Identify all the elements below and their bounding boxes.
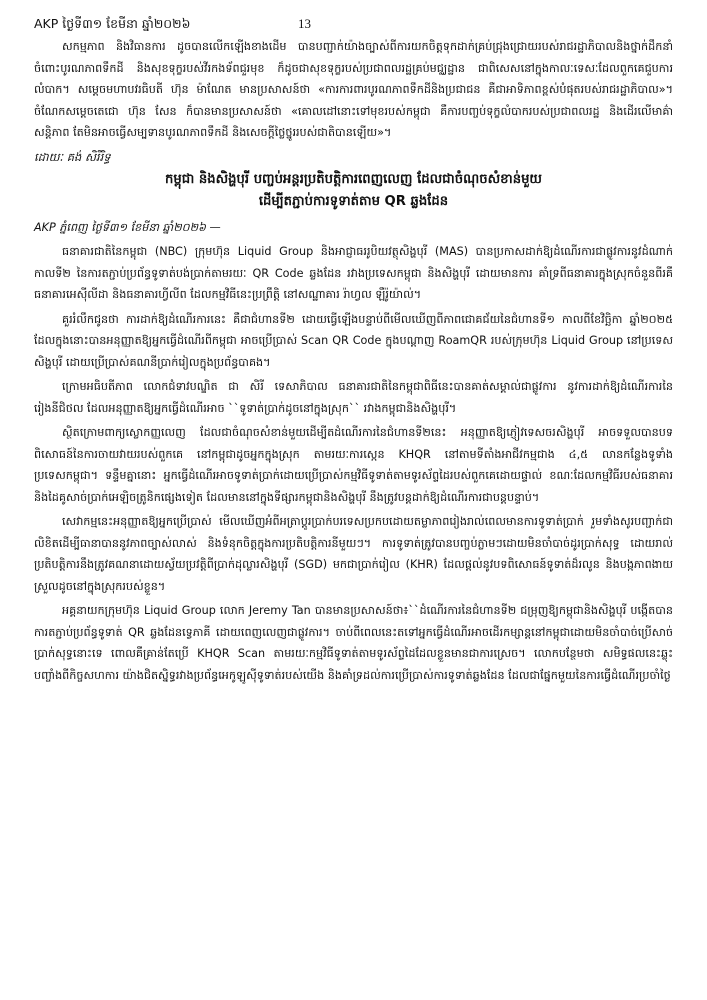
headline-line-1: កម្ពុជា និងសិង្ហបុរី បញ្ចប់អន្តរប្រតិបត្តិការពេញលេញ ដែលជាចំណុចសំខាន់មួយ — [164, 171, 542, 187]
body-paragraph: ស្ថិតក្រោមពាក្យស្លោកញ្ញលេញ ដែលជាចំណុចសំខាន់មួយដើម្បីតដំណើរការនៃជំហានទី២នេះ អនុញ្ញាតឱ្យភ្ញៀវទេសចរសិង្ហបុរី អាចទទួលបានបទពិសោធន៍នៃការចាយវាយរបស់ពួកគេ នៅកម្ពុជាដូចអ្នកក្នុងស្រុក តាមរយៈការស្កេន KHQR នៅតាមទីតាំងអាជីវកម្មជាង ៤,៥ លានកន្លែងទូទាំងប្រទេសកម្ពុជា។ ទន្ទឹមគ្នានោះ អ្នកធ្វើដំណើរអាចទូទាត់ប្រាក់ដោយប្រើប្រាស់កម្មវិធីទូទាត់តាមទូរស័ព្ទដៃរបស់ពួកគេដោយផ្ទាល់ ខណៈដែលកម្មវិធីរបស់ធនាគារ និងដៃគូសាច់ប្រាក់អេឡិចត្រូនិកផ្សេងទៀត ដែលមាននៅក្នុងទីផ្សារកម្ពុជានិងសិង្ហបុរី នឹងត្រូវបន្តដាក់ឱ្យដំណើរការជាបន្តបន្ទាប់។ — [34, 426, 673, 504]
body-paragraph: គួររំលឹកជូនថា ការដាក់ឱ្យដំណើរការនេះ គឺជាជំហានទី២ ដោយធ្វើឡើងបន្ទាប់ពីមើលឃើញពីភាពជោគជ័យនៃជំហានទី១ កាលពីខែវិច្ឆិកា ឆ្នាំ២០២៥ ដែលក្នុងនោះបានអនុញ្ញាតឱ្យអ្នកធ្វើដំណើរពីកម្ពុជា អាចប្រើប្រាស់ Scan QR Code ក្នុងបណ្តាញ RoamQR របស់ក្រុមហ៊ុន Liquid Group នៅប្រទេសសិង្ហបុរី ដោយប្រើប្រាស់គណនីប្រាក់រៀលក្នុងប្រព័ន្ធបាគង។ — [34, 312, 673, 369]
article-headline — [34, 169, 673, 213]
header-date: AKP ថ្ងៃទី៣១ ខែមីនា ឆ្នាំ២០២៦ — [34, 16, 191, 31]
intro-paragraph: សកម្មភាព និងវិធានការ ដូចបានលើកឡើងខាងដើម បានបញ្ជាក់យ៉ាងច្បាស់ពីការយកចិត្តទុកដាក់គ្រប់ជ្រុងជ្រោយរបស់រាជរដ្ឋាភិបាលនិងថ្នាក់ដឹកនាំចំពោះបូរណភាពទឹកដី និងសុខទុក្ខរបស់វីរកងទ័ពជួរមុខ ក៏ដូចជាសុខទុក្ខរបស់ប្រជាពលរដ្ឋគ្រប់មជ្ឈដ្ឋាន ជាពិសេសនៅក្នុងកាលៈទេសៈដែលពួកគេជួបការលំបាក។ សម្តេចមហាបវរធិបតី ហ៊ុន ម៉ាណែត មានប្រសាសន៍ថា «ការការពារបូរណភាពទឹកដីនិងប្រជាជន គឺជាអាទិភាពខ្ពស់បំផុតរបស់រាជរដ្ឋាភិបាល»។ ចំណែកសម្តេចតេជោ ហ៊ុន សែន ក៏បានមានប្រសាសន៍ថា «គោលដៅនោះទៅមុខរបស់កម្ពុជា គឺការបញ្ចប់ទុក្ខលំបាករបស់ប្រជាពលរដ្ឋ និងដើរលើមាគ៌ាសន្តិភាព តែមិនអាចធ្វើសម្បទានបូរណភាពទឹកដី និងសេចក្តីថ្លៃថ្នូររបស់ជាតិបានឡើយ»។ — [34, 40, 673, 139]
page-number: 13 — [298, 16, 311, 31]
headline-line-2: ដើម្បីតភ្ជាប់ការទូទាត់តាម QR ឆ្លងដែន — [258, 193, 449, 209]
body-paragraph: ក្រោមអធិបតីភាព លោកជំទាវបណ្ឌិត ជា សិរី ទេសាភិបាល ធនាគារជាតិនៃកម្ពុជាពិធីនេះបានគាត់សម្គាល់ជាផ្លូវការ នូវការដាក់ឱ្យដំណើរការនៃរៀងនីជិថល ដែលអនុញ្ញាតឱ្យអ្នកធ្វើដំណើរអាច ``ទូទាត់ប្រាក់ដូចនៅក្នុងស្រុក`` រវាងកម្ពុជានិងសិង្ហបុរី។ — [34, 380, 673, 415]
byline: ដោយៈ គង់ សិរីរិទ្ធ — [34, 149, 111, 164]
page-header — [34, 12, 673, 36]
body-paragraph: អគ្គនាយកក្រុមហ៊ុន Liquid Group លោក Jeremy Tan បានមានប្រសាសន៍ថា៖``ដំណើរការនៃជំហានទី២ ជម្រុញឱ្យកម្ពុជានិងសិង្ហបុរី បង្កើតបានការតភ្ជាប់ប្រព័ន្ធទូទាត់ QR ឆ្លងដែនទ្វេភាគី ដោយពេញលេញជាផ្លូវការ។ ចាប់ពីពេលនេះតទៅអ្នកធ្វើដំណើរអាចដើរកម្សាន្តនៅកម្ពុជាដោយមិនចាំបាច់ប្រើសាច់ប្រាក់សុទ្ធនោះទេ ពោលគឺគ្រាន់តែប្រើ KHQR Scan តាមរយៈកម្មវិធីទូទាត់តាមទូរស័ព្ទដៃដែលខ្លួនមានជាការស្រេច។ លោកបន្ថែមថា សមិទ្ធផលនេះឆ្លុះបញ្ចាំងពីកិច្ចសហការ យ៉ាងជិតស្និទ្ធរវាងប្រព័ន្ធអេកូឡូស៊ីទូទាត់របស់យើង និងគាំទ្រដល់ការប្រើប្រាស់ការទូទាត់ឆ្លងដែន ដែលជាផ្នែកមួយនៃការធ្វើដំណើរប្រចាំថ្ងៃ — [34, 604, 673, 682]
dateline: AKP ភ្នំពេញ ថ្ងៃទី៣១ ខែមីនា ឆ្នាំ២០២៦ — — [34, 220, 221, 234]
body-paragraph: ធនាគារជាតិនៃកម្ពុជា (NBC) ក្រុមហ៊ុន Liquid Group និងអាជ្ញាធររូបិយវត្ថុសិង្ហបុរី (MAS) បានប្រកាសដាក់ឱ្យដំណើរការជាផ្លូវការនូវដំណាក់កាលទី២ នៃការតភ្ជាប់ប្រព័ន្ធទូទាត់បង់ប្រាក់តាមរយៈ QR Code ឆ្លងដែន រវាងប្រទេសកម្ពុជា និងសិង្ហបុរី ដោយមានការ គាំទ្រពីធនាគារក្នុងស្រុកចំនួនពីរគឺ ធនាគារអេស៊ីលីដា និងធនាគារហ្វីលីព ដែលកម្មវិធីនេះប្រព្រឹត្តិ នៅសណ្ឋាគារ រ៉ាហ្វល ឡឺរ៉ូយ៉ាល់។ — [34, 245, 673, 301]
body-paragraph: សេវាកម្មនេះអនុញ្ញាតឱ្យអ្នកប្រើប្រាស់ មើលឃើញអំពីអត្រាប្តូរប្រាក់បរទេសប្រកបដោយតម្លាភាពរៀងរាល់ពេលមានការទូទាត់ប្រាក់ រួមទាំងសូរបញ្ជាក់ជាលិខិតដើម្បីធានាបាននូវភាពច្បាស់លាស់ និងទំនុកចិត្តក្នុងការប្រតិបត្តិការនីមួយៗ។ ការទូទាត់ត្រូវបានបញ្ចប់ភ្លាមៗដោយមិនចាំបាច់ដូរប្រាក់សុទ្ធ ដោយរាល់ប្រតិបត្តិការនឹងត្រូវគណនាដោយស្វ័យប្រវត្តិពីប្រាក់ដុល្លារសិង្ហបុរី (SGD) មកជាប្រាក់រៀល (KHR) ដែលផ្តល់នូវបទពិសោធន៍ទូទាត់ដ៏រលូន និងបង្កភាពងាយស្រួលដូចនៅក្នុងស្រុករបស់ខ្លួន។ — [34, 515, 673, 593]
